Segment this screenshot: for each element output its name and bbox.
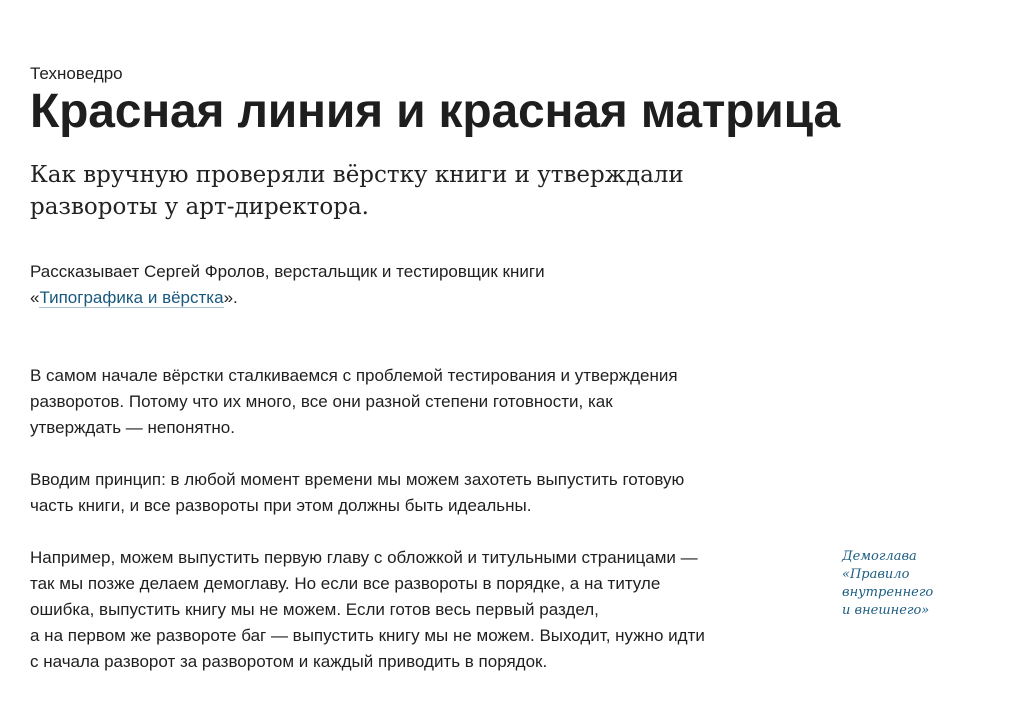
paragraph	[30, 467, 790, 519]
author-intro-line: Рассказывает Сергей Фролов, верстальщик и тестировщик книги	[30, 262, 545, 281]
article-page	[30, 0, 1024, 672]
subtitle-line: Как вручную проверяли вёрстку книги и утверждали	[30, 162, 684, 188]
paragraph	[30, 363, 790, 441]
section-label: Техноведро	[30, 64, 123, 83]
paragraph-line: Например, можем выпустить первую главу с обложкой и титульными страницами —	[30, 548, 698, 567]
paragraph	[30, 545, 790, 675]
article-subtitle	[30, 159, 684, 223]
close-quote: ».	[223, 288, 238, 307]
demochapter-link[interactable]	[842, 548, 962, 620]
paragraph-line: ошибка, выпустить книгу мы не можем. Если готов весь первый раздел,	[30, 600, 599, 619]
book-reference-line	[30, 285, 650, 311]
paragraph-line: так мы позже делаем демоглаву. Но если все развороты в порядке, а на титуле	[30, 574, 661, 593]
side-note-line: и внешнего»	[842, 603, 930, 618]
side-note-line: «Правило	[842, 567, 910, 582]
side-note-line: Демоглава	[842, 549, 917, 564]
subtitle-line: развороты у арт-директора.	[30, 194, 369, 220]
side-note-link[interactable]	[842, 548, 962, 620]
paragraph-line: разворотов. Потому что их много, все они разной степени готовности, как	[30, 392, 613, 411]
article-title: Красная линия и красная матрица	[30, 85, 840, 138]
open-quote: «	[30, 288, 40, 307]
paragraph-line: часть книги, и все развороты при этом должны быть идеальны.	[30, 496, 532, 515]
paragraph-line: утверждать — непонятно.	[30, 418, 235, 437]
article-body	[30, 363, 790, 701]
paragraph-line: а на первом же развороте баг — выпустить книгу мы не можем. Выходит, нужно идти	[30, 626, 705, 645]
paragraph-line: В самом начале вёрстки сталкиваемся с проблемой тестирования и утверждения	[30, 366, 678, 385]
author-intro	[30, 259, 650, 311]
paragraph-line: Вводим принцип: в любой момент времени мы можем захотеть выпустить готовую	[30, 470, 685, 489]
side-note-line: внутреннего	[842, 585, 934, 600]
book-link[interactable]: Типографика и вёрстка	[39, 288, 224, 307]
paragraph-line: с начала разворот за разворотом и каждый приводить в порядок.	[30, 652, 548, 671]
